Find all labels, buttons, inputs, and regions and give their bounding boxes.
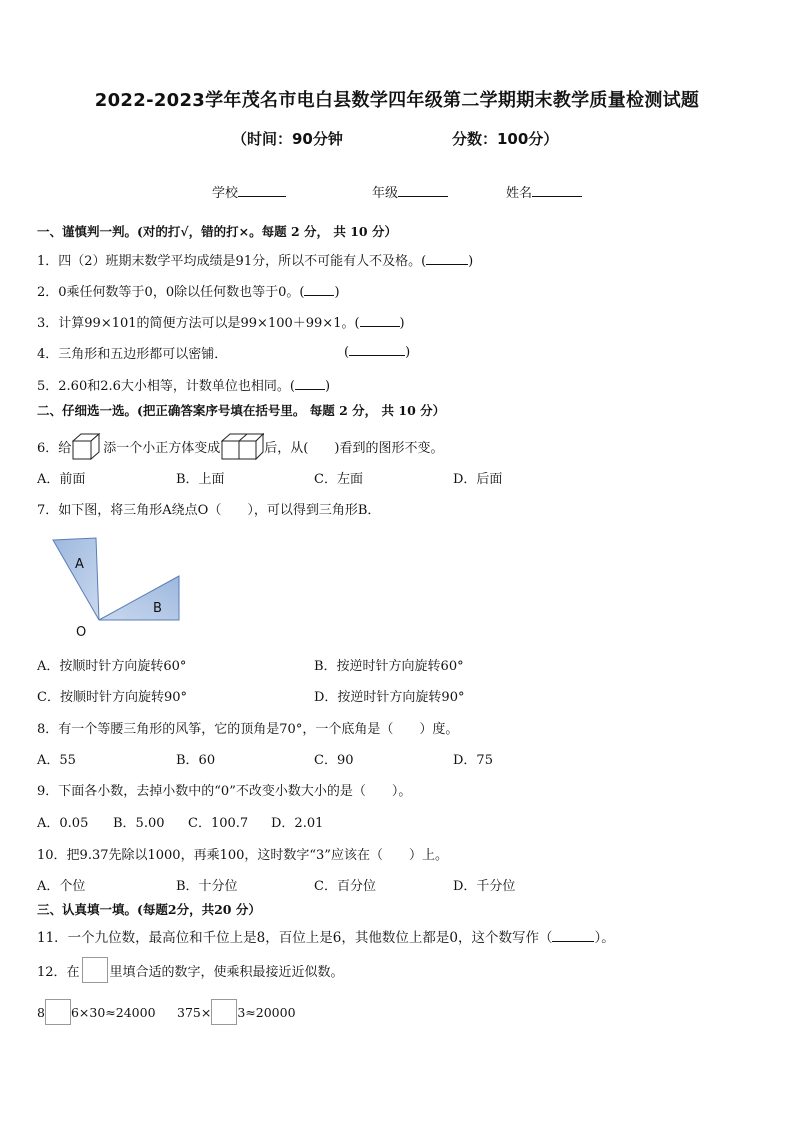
- question-text: 6．给: [37, 440, 72, 456]
- option-b: B．5.00: [113, 816, 165, 831]
- section-heading: 三、认真填一填。(每题2分，共20 分）: [37, 902, 261, 917]
- two-cubes-icon: [220, 431, 264, 461]
- question-text: 12．在: [37, 964, 80, 980]
- question-text: 4．三角形和五边形都可以密铺．: [37, 347, 228, 362]
- section-heading: 二、仔细选一选。(把正确答案序号填在括号里。 每题 2 分， 共 10 分）: [37, 403, 446, 418]
- score-label: 分数：100分）: [452, 130, 559, 148]
- question-text: 里填合适的数字，使乘积最接近近似数。: [109, 964, 344, 980]
- question-text: 后，从( )看到的图形不变。: [264, 440, 444, 456]
- name-label: 姓名: [506, 186, 533, 201]
- option-a: A．55: [37, 753, 76, 768]
- bracket-close: ): [468, 254, 474, 269]
- grade-field: [372, 182, 448, 201]
- question-text: 3．计算99×101的简便方法可以是99×100＋99×1。(: [37, 316, 360, 331]
- label-o: O: [76, 625, 87, 640]
- grade-label: 年级: [372, 186, 399, 201]
- question-4-answer: [344, 343, 410, 360]
- label-a: A: [75, 557, 84, 572]
- label-b: B: [153, 601, 162, 616]
- question-text: 11．一个九位数，最高位和千位上是8，百位上是6，其他数位上都是0，这个数写作（: [37, 930, 553, 946]
- option-c: C．左面: [314, 472, 363, 487]
- option-c: C．按顺时针方向旋转90°: [37, 690, 187, 705]
- bracket-close: ）。: [594, 930, 615, 946]
- question-9: 9．下面各小数，去掉小数中的“0”不改变小数大小的是（ ）。: [37, 784, 412, 799]
- fill-box-icon: [82, 957, 108, 983]
- answer-blank: [552, 929, 594, 942]
- option-c: C．百分位: [314, 879, 376, 894]
- bracket-close: ): [334, 285, 340, 300]
- answer-box[interactable]: [45, 999, 71, 1025]
- option-d: D．2.01: [271, 816, 324, 831]
- name-field: [506, 182, 582, 201]
- question-5: [37, 375, 330, 394]
- option-a: A．0.05: [37, 816, 89, 831]
- answer-blank: [295, 377, 325, 390]
- question-2: [37, 281, 340, 300]
- expression-2: [177, 999, 296, 1025]
- question-11: [37, 926, 615, 946]
- answer-box[interactable]: [211, 999, 237, 1025]
- question-7: 7．如下图，将三角形A绕点O（ ），可以得到三角形B．: [37, 503, 381, 518]
- option-c: C．90: [314, 753, 354, 768]
- expression-text: 375×: [177, 1004, 212, 1020]
- name-blank: [532, 184, 582, 197]
- option-a: A．按顺时针方向旋转60°: [37, 659, 187, 674]
- question-8: 8．有一个等腰三角形的风筝，它的顶角是70°，一个底角是（ ）度。: [37, 722, 459, 737]
- school-label: 学校: [212, 186, 239, 201]
- option-d: D．75: [453, 753, 493, 768]
- answer-blank: [360, 314, 400, 327]
- triangle-b: [99, 576, 179, 620]
- single-cube-icon: [71, 431, 103, 461]
- question-text: 2．0乘任何数等于0，0除以任何数也等于0。(: [37, 285, 305, 300]
- expression-text: 8: [37, 1004, 45, 1020]
- section-heading: 一、谨慎判一判。(对的打√，错的打×。每题 2 分， 共 10 分）: [37, 224, 397, 239]
- option-b: B．按逆时针方向旋转60°: [314, 659, 464, 674]
- option-d: D．后面: [453, 472, 503, 487]
- option-b: B．60: [176, 753, 216, 768]
- question-12: [37, 957, 344, 983]
- question-4: [37, 343, 227, 362]
- option-b: B．上面: [176, 472, 225, 487]
- expression-1: [37, 999, 156, 1025]
- option-d: D．千分位: [453, 879, 516, 894]
- school-field: [212, 182, 286, 201]
- question-10: 10．把9.37先除以1000，再乘100，这时数字“3”应该在（ ）上。: [37, 848, 448, 863]
- expression-text: 6×30≈24000: [70, 1004, 156, 1020]
- answer-blank: [426, 252, 468, 265]
- option-c: C．100.7: [188, 816, 249, 831]
- bracket-close: ): [399, 316, 405, 331]
- answer-blank: [349, 343, 405, 356]
- question-1: [37, 250, 473, 269]
- grade-blank: [398, 184, 448, 197]
- question-3: [37, 312, 405, 331]
- option-a: A．前面: [37, 472, 86, 487]
- option-a: A．个位: [37, 879, 86, 894]
- question-6: [37, 431, 443, 461]
- school-blank: [238, 184, 286, 197]
- bracket-close: ): [324, 379, 331, 394]
- bracket-open: (: [344, 345, 350, 360]
- option-b: B．十分位: [176, 879, 238, 894]
- question-text: 添一个小正方体变成: [103, 440, 221, 456]
- question-text: 1．四（2）班期末数学平均成绩是91分，所以不可能有人不及格。(: [37, 254, 427, 269]
- answer-blank: [304, 283, 334, 296]
- option-d: D．按逆时针方向旋转90°: [314, 690, 465, 705]
- expression-text: 3≈20000: [237, 1004, 296, 1020]
- time-label: （时间：90分钟: [232, 130, 343, 148]
- page-title: 2022-2023学年茂名市电白县数学四年级第二学期期末教学质量检测试题: [94, 90, 700, 111]
- rotation-figure: [40, 530, 190, 645]
- bracket-close: ): [405, 345, 411, 360]
- triangle-a: [53, 538, 99, 620]
- question-text: 5．2.60和2.6大小相等，计数单位也相同。(: [37, 379, 295, 394]
